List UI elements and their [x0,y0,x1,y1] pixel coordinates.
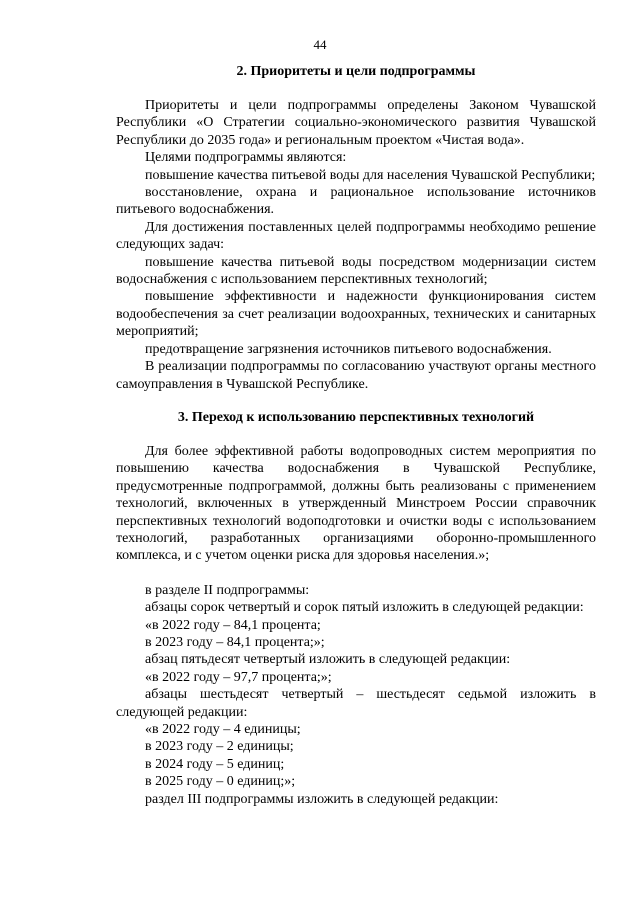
paragraph: повышение качества питьевой воды для населения Чувашской Республики; [145,167,596,183]
page-number: 44 [313,37,327,52]
amendment-line: в 2024 году – 5 единиц; [145,756,285,772]
paragraph: В реализации подпрограммы по согласованию участвуют органы местного самоуправления в Чувашской Республике. [116,359,596,392]
amendment-line: абзацы шестьдесят четвертый – шестьдесят седьмой изложить в следующей редакции: [116,687,596,720]
paragraph: Приоритеты и цели подпрограммы определены Законом Чувашской Республики «О Стратегии социально-экономического развития Чувашской Республики до 2035 года» и региональным проектом «Чистая вода». [116,98,596,148]
section-3-heading: 3. Переход к использованию перспективных технологий [177,409,535,425]
spacer [116,80,596,97]
paragraph: повышение качества питьевой воды посредством модернизации систем водоснабжения с использованием перспективных технологий; [116,254,596,288]
section-2-heading: 2. Приоритеты и цели подпрограммы [236,64,476,79]
spacer [116,565,596,582]
paragraph: предотвращение загрязнения источников питьевого водоснабжения. [145,341,552,357]
paragraph: Целями подпрограммы являются: [145,150,347,166]
amendment-line: «в 2022 году – 4 единицы; [145,722,301,737]
amendment-line: «в 2022 году – 97,7 процента;»; [145,669,332,685]
amendment-line: абзац пятьдесят четвертый изложить в следующей редакции: [145,652,511,668]
amendment-line: в 2023 году – 2 единицы; [145,739,294,755]
amendment-line: абзацы сорок четвертый и сорок пятый изложить в следующей редакции: [145,600,584,616]
amendment-line: «в 2022 году – 84,1 процента; [145,617,321,633]
spacer [116,393,596,409]
amendments-list [116,582,596,808]
paragraph: Для достижения поставленных целей подпрограммы необходимо решение следующих задач: [116,219,596,253]
paragraph: повышение эффективности и надежности функционирования систем водообеспечения за счет реализации водоохранных, технических и санитарных мероприятий; [116,289,596,340]
section-3-paragraph: Для более эффективной работы водопроводных систем мероприятия по повышению качества водоснабжения в Чувашской Республике, предусмотренные подпрограммой, должны быть реализованы с применением технологий, включенных в утвержденный Минстроем России справочник перспективных технологий водоподготовки и очистки воды с использованием технологий, разработанных организациями оборонно-промышленного комплекса, и с учетом оценки риска для здоровья населения.»; [116,443,596,564]
spacer [116,426,596,443]
paragraph: восстановление, охрана и рациональное использование источников питьевого водоснабжения. [116,185,596,218]
amendment-line: в разделе II подпрограммы: [145,582,310,598]
amendment-line: в 2023 году – 84,1 процента;»; [145,634,325,650]
amendment-line: в 2025 году – 0 единиц;»; [145,774,296,790]
page-content [116,63,596,808]
section-2-body [116,97,596,393]
amendment-line: раздел III подпрограммы изложить в следующей редакции: [145,791,499,807]
